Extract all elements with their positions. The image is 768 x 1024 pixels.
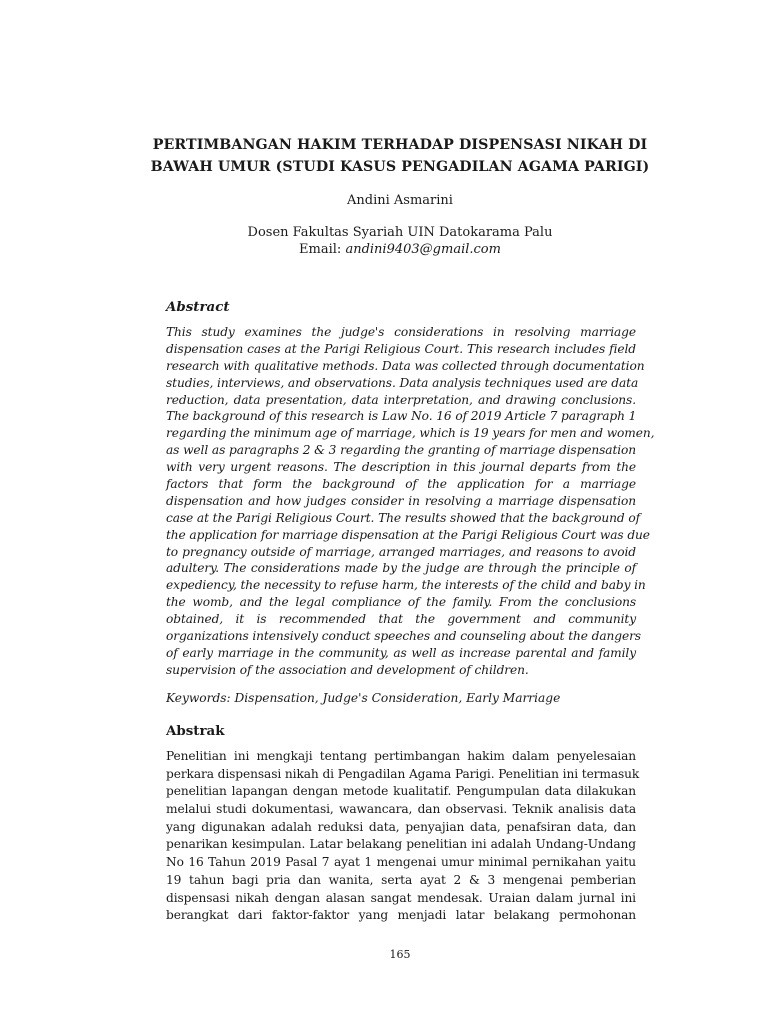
text-line: obtained, it is recommended that the government and community bbox=[166, 612, 636, 627]
text-line: the application for marriage dispensation at the Parigi Religious Court was due bbox=[166, 527, 650, 542]
text-line: penelitian lapangan dengan metode kualitatif. Pengumpulan data dilakukan bbox=[166, 784, 636, 799]
text-line: to pregnancy outside of marriage, arranged marriages, and reasons to avoid bbox=[166, 544, 636, 559]
text-line: Penelitian ini mengkaji tentang pertimbangan hakim dalam penyelesaian bbox=[166, 749, 636, 763]
abstrak-heading: Abstrak bbox=[166, 723, 225, 739]
keywords: Keywords: Dispensation, Judge's Consideration, Early Marriage bbox=[166, 691, 561, 705]
email-address[interactable]: andini9403@gmail.com bbox=[345, 242, 501, 257]
text-line: expediency, the necessity to refuse harm, the interests of the child and baby in bbox=[166, 578, 646, 593]
abstract-body bbox=[166, 324, 655, 679]
paper-title-line-2: BAWAH UMUR (STUDI KASUS PENGADILAN AGAMA PARIGI) bbox=[150, 159, 650, 175]
text-line: dispensation cases at the Parigi Religious Court. This research includes field bbox=[166, 341, 636, 356]
text-line: No 16 Tahun 2019 Pasal 7 ayat 1 mengenai umur minimal pernikahan yaitu bbox=[166, 855, 636, 870]
text-line: organizations intensively conduct speeches and counseling about the dangers bbox=[166, 629, 641, 644]
page-number: 165 bbox=[389, 948, 411, 961]
text-line: reduction, data presentation, data interpretation, and drawing conclusions. bbox=[166, 392, 636, 407]
text-line: berangkat dari faktor-faktor yang menjadi latar belakang permohonan bbox=[166, 908, 636, 923]
text-line: melalui studi dokumentasi, wawancara, dan observasi. Teknik analisis data bbox=[166, 802, 636, 817]
text-line: 19 tahun bagi pria dan wanita, serta ayat 2 & 3 mengenai pemberian bbox=[166, 872, 636, 887]
paper-title bbox=[100, 134, 700, 178]
text-line: as well as paragraphs 2 & 3 regarding the granting of marriage dispensation bbox=[166, 443, 637, 458]
text-line: of early marriage in the community, as well as increase parental and family bbox=[166, 645, 636, 660]
text-line: dispensation and how judges consider in resolving a marriage dispensation bbox=[166, 493, 636, 508]
email-line bbox=[100, 241, 700, 258]
text-line: factors that form the background of the application for a marriage bbox=[166, 477, 636, 492]
author-affiliation-block bbox=[100, 224, 700, 258]
text-line: the womb, and the legal compliance of the family. From the conclusions bbox=[166, 595, 636, 610]
text-line: dispensasi nikah dengan alasan sangat mendesak. Uraian dalam jurnal ini bbox=[166, 890, 636, 905]
text-line: studies, interviews, and observations. Data analysis techniques used are data bbox=[166, 375, 639, 390]
text-line: case at the Parigi Religious Court. The results showed that the background of bbox=[166, 510, 640, 525]
text-line: research with qualitative methods. Data was collected through documentation bbox=[166, 358, 645, 373]
email-label: Email: bbox=[299, 242, 346, 257]
text-line: The background of this research is Law No. 16 of 2019 Article 7 paragraph 1 bbox=[166, 409, 637, 424]
abstract-heading: Abstract bbox=[166, 299, 230, 315]
text-line: regarding the minimum age of marriage, which is 19 years for men and women, bbox=[166, 426, 655, 441]
text-line: with very urgent reasons. The description in this journal departs from the bbox=[166, 460, 636, 475]
paper-title-line-1: PERTIMBANGAN HAKIM TERHADAP DISPENSASI NIKAH DI bbox=[152, 137, 648, 153]
text-line: This study examines the judge's considerations in resolving marriage bbox=[166, 325, 636, 339]
abstrak-body bbox=[166, 748, 640, 925]
author-name: Andini Asmarini bbox=[347, 193, 453, 208]
text-line: penarikan kesimpulan. Latar belakang penelitian ini adalah Undang-Undang bbox=[166, 837, 636, 852]
text-line: supervision of the association and development of children. bbox=[166, 662, 529, 677]
affiliation: Dosen Fakultas Syariah UIN Datokarama Palu bbox=[247, 225, 553, 240]
text-line: yang digunakan adalah reduksi data, penyajian data, penafsiran data, dan bbox=[166, 819, 636, 834]
text-line: adultery. The considerations made by the judge are through the principle of bbox=[166, 561, 636, 576]
text-line: perkara dispensasi nikah di Pengadilan Agama Parigi. Penelitian ini termasuk bbox=[166, 766, 640, 781]
